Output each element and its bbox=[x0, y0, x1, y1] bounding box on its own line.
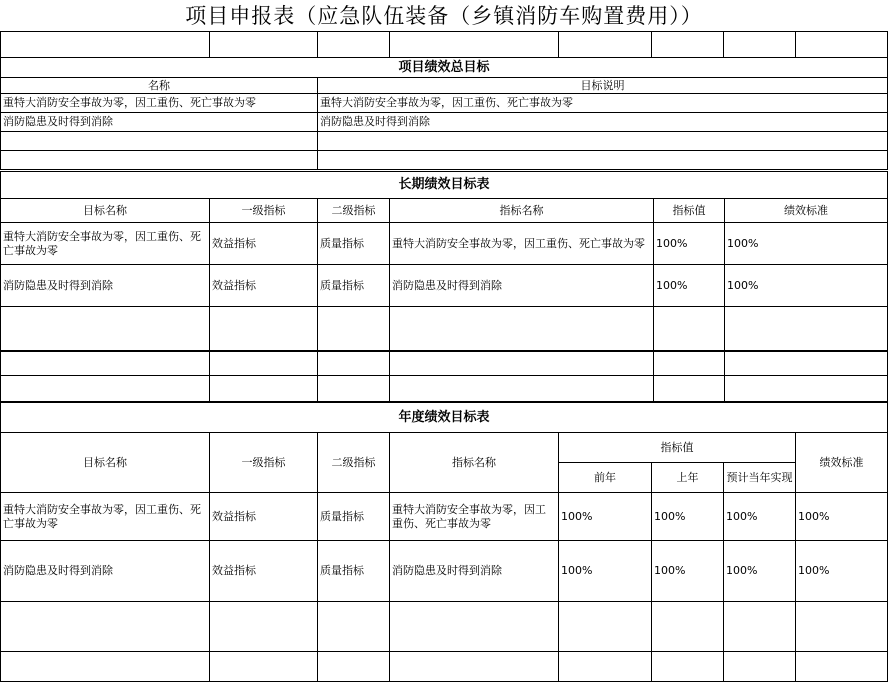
blank-row bbox=[1, 151, 888, 170]
cell[interactable] bbox=[1, 652, 210, 682]
column-header-goal: 目标名称 bbox=[1, 199, 210, 223]
column-header-name: 名称 bbox=[1, 78, 318, 94]
cell[interactable] bbox=[796, 32, 888, 58]
performance-standard[interactable]: 100% bbox=[725, 265, 888, 307]
cell[interactable] bbox=[1, 351, 210, 376]
level1-indicator[interactable]: 效益指标 bbox=[210, 541, 318, 602]
cell[interactable] bbox=[210, 376, 318, 402]
indicator-name[interactable]: 重特大消防安全事故为零，因工重伤、死亡事故为零 bbox=[390, 493, 559, 541]
indicator-value[interactable]: 100% bbox=[654, 265, 725, 307]
cell[interactable] bbox=[210, 351, 318, 376]
indicator-value[interactable]: 100% bbox=[654, 223, 725, 265]
cell[interactable] bbox=[210, 307, 318, 351]
cell[interactable] bbox=[390, 32, 559, 58]
cell[interactable] bbox=[724, 602, 796, 652]
column-header-goal: 目标名称 bbox=[1, 433, 210, 493]
indicator-name[interactable]: 消防隐患及时得到消除 bbox=[390, 541, 559, 602]
cell[interactable] bbox=[652, 32, 724, 58]
column-header-value: 指标值 bbox=[654, 199, 725, 223]
goal-desc[interactable]: 重特大消防安全事故为零，因工重伤、死亡事故为零 bbox=[318, 94, 888, 113]
longterm-goal-table bbox=[0, 171, 888, 402]
level1-indicator[interactable]: 效益指标 bbox=[210, 223, 318, 265]
value-current[interactable]: 100% bbox=[724, 493, 796, 541]
cell[interactable] bbox=[318, 132, 888, 151]
column-header-standard: 绩效标准 bbox=[796, 433, 888, 493]
blank-row bbox=[1, 376, 888, 402]
level2-indicator[interactable]: 质量指标 bbox=[318, 223, 390, 265]
cell[interactable] bbox=[318, 32, 390, 58]
page-title: 项目申报表（应急队伍装备（乡镇消防车购置费用）） bbox=[185, 4, 703, 28]
cell[interactable] bbox=[1, 151, 318, 170]
blank-row bbox=[1, 602, 888, 652]
cell[interactable] bbox=[318, 151, 888, 170]
cell[interactable] bbox=[210, 32, 318, 58]
value-prev1[interactable]: 100% bbox=[652, 493, 724, 541]
cell[interactable] bbox=[390, 652, 559, 682]
performance-standard[interactable]: 100% bbox=[796, 493, 888, 541]
cell[interactable] bbox=[1, 132, 318, 151]
goal-name[interactable]: 消防隐患及时得到消除 bbox=[1, 113, 318, 132]
indicator-name[interactable]: 消防隐患及时得到消除 bbox=[390, 265, 654, 307]
cell[interactable] bbox=[654, 307, 725, 351]
cell[interactable] bbox=[559, 602, 652, 652]
cell[interactable] bbox=[390, 602, 559, 652]
cell[interactable] bbox=[318, 307, 390, 351]
table-row bbox=[1, 541, 888, 602]
cell[interactable] bbox=[318, 652, 390, 682]
column-header-indicator: 指标名称 bbox=[390, 433, 559, 493]
level1-indicator[interactable]: 效益指标 bbox=[210, 265, 318, 307]
column-header-indicator: 指标名称 bbox=[390, 199, 654, 223]
section-heading: 年度绩效目标表 bbox=[1, 403, 888, 433]
cell[interactable] bbox=[724, 652, 796, 682]
column-header-lvl1: 一级指标 bbox=[210, 433, 318, 493]
value-prev1[interactable]: 100% bbox=[652, 541, 724, 602]
table-row bbox=[1, 94, 888, 113]
goal-name[interactable]: 重特大消防安全事故为零，因工重伤、死亡事故为零 bbox=[1, 94, 318, 113]
cell[interactable] bbox=[652, 652, 724, 682]
cell[interactable] bbox=[725, 376, 888, 402]
column-header-lvl1: 一级指标 bbox=[210, 199, 318, 223]
table-row bbox=[1, 113, 888, 132]
cell[interactable] bbox=[1, 602, 210, 652]
cell[interactable] bbox=[1, 376, 210, 402]
goal-desc[interactable]: 消防隐患及时得到消除 bbox=[318, 113, 888, 132]
level1-indicator[interactable]: 效益指标 bbox=[210, 493, 318, 541]
cell[interactable] bbox=[1, 32, 210, 58]
performance-standard[interactable]: 100% bbox=[796, 541, 888, 602]
cell[interactable] bbox=[210, 652, 318, 682]
section-heading: 长期绩效目标表 bbox=[1, 172, 888, 199]
cell[interactable] bbox=[654, 351, 725, 376]
overall-goal-table bbox=[0, 31, 888, 170]
column-header-lvl2: 二级指标 bbox=[318, 199, 390, 223]
column-header-value: 指标值 bbox=[559, 433, 796, 463]
cell[interactable] bbox=[318, 602, 390, 652]
annual-goal-table bbox=[0, 402, 888, 682]
indicator-name[interactable]: 重特大消防安全事故为零，因工重伤、死亡事故为零 bbox=[390, 223, 654, 265]
column-header-current: 预计当年实现 bbox=[724, 463, 796, 493]
cell[interactable] bbox=[725, 307, 888, 351]
column-header-prev2: 前年 bbox=[559, 463, 652, 493]
blank-row bbox=[1, 652, 888, 682]
section-heading: 项目绩效总目标 bbox=[1, 58, 888, 78]
cell[interactable] bbox=[559, 32, 652, 58]
blank-row bbox=[1, 307, 888, 351]
value-prev2[interactable]: 100% bbox=[559, 493, 652, 541]
cell[interactable] bbox=[725, 351, 888, 376]
goal-name[interactable]: 消防隐患及时得到消除 bbox=[1, 541, 210, 602]
cell[interactable] bbox=[796, 602, 888, 652]
cell[interactable] bbox=[318, 351, 390, 376]
column-header-prev1: 上年 bbox=[652, 463, 724, 493]
goal-name[interactable]: 重特大消防安全事故为零，因工重伤、死亡事故为零 bbox=[1, 493, 210, 541]
cell[interactable] bbox=[652, 602, 724, 652]
cell[interactable] bbox=[390, 307, 654, 351]
level2-indicator[interactable]: 质量指标 bbox=[318, 541, 390, 602]
cell[interactable] bbox=[318, 376, 390, 402]
column-header-standard: 绩效标准 bbox=[725, 199, 888, 223]
column-header-lvl2: 二级指标 bbox=[318, 433, 390, 493]
table-row bbox=[1, 265, 888, 307]
blank-row bbox=[1, 351, 888, 376]
level2-indicator[interactable]: 质量指标 bbox=[318, 493, 390, 541]
cell[interactable] bbox=[210, 602, 318, 652]
table-row bbox=[1, 493, 888, 541]
blank-row bbox=[1, 32, 888, 58]
cell[interactable] bbox=[390, 351, 654, 376]
level2-indicator[interactable]: 质量指标 bbox=[318, 265, 390, 307]
performance-standard[interactable]: 100% bbox=[725, 223, 888, 265]
value-prev2[interactable]: 100% bbox=[559, 541, 652, 602]
cell[interactable] bbox=[559, 652, 652, 682]
goal-name[interactable]: 重特大消防安全事故为零，因工重伤、死亡事故为零 bbox=[1, 223, 210, 265]
table-row bbox=[1, 223, 888, 265]
cell[interactable] bbox=[390, 376, 654, 402]
column-header-desc: 目标说明 bbox=[318, 78, 888, 94]
blank-row bbox=[1, 132, 888, 151]
cell[interactable] bbox=[724, 32, 796, 58]
value-current[interactable]: 100% bbox=[724, 541, 796, 602]
cell[interactable] bbox=[1, 307, 210, 351]
goal-name[interactable]: 消防隐患及时得到消除 bbox=[1, 265, 210, 307]
cell[interactable] bbox=[654, 376, 725, 402]
cell[interactable] bbox=[796, 652, 888, 682]
